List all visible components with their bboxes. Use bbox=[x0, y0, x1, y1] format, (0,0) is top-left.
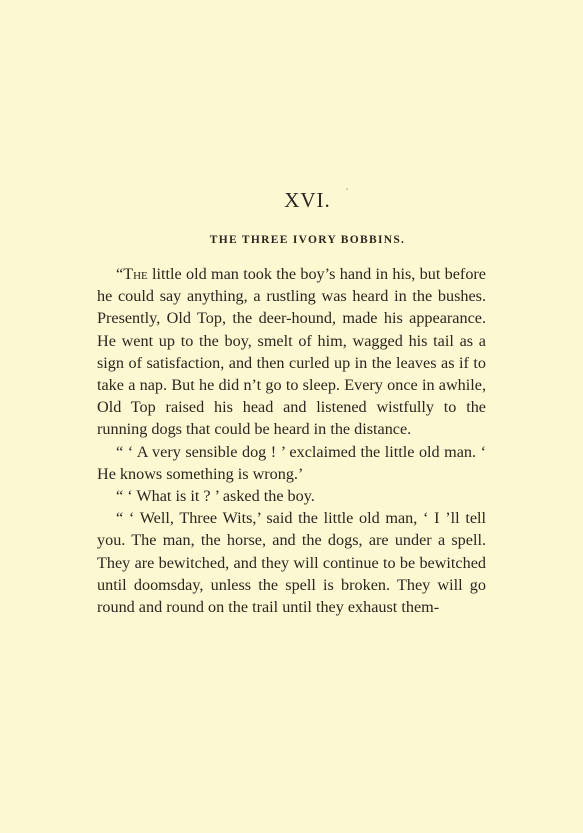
chapter-title: THE THREE IVORY BOBBINS. bbox=[209, 234, 406, 246]
paragraph: “ ‘ Well, Three Wits,’ said the little old man, ‘ I ’ll tell you. The man, the horse, and the dogs, are under a spell. They are bewitched, and they will continue to be bewitched until doomsday, unless the spell is broken. They will go round and round on the trail until they exhaust them- bbox=[97, 509, 486, 617]
paragraph: “ ‘ What is it ? ’ asked the boy. bbox=[116, 487, 315, 506]
paragraph bbox=[97, 263, 486, 441]
opening-quote: “ bbox=[116, 265, 124, 283]
paragraph: “ ‘ A very sensible dog ! ’ exclaimed the little old man. ‘ He knows something is wrong.’ bbox=[97, 442, 486, 483]
chapter-body bbox=[97, 263, 486, 618]
chapter-number: XVI. bbox=[284, 188, 331, 212]
opening-word: The bbox=[123, 265, 148, 283]
paragraph-text: little old man took the boy’s hand in his, but before he could say anything, a rustling was heard in the bushes. Presently, Old Top, the deer-hound, made his appearance. He went up to the boy, smelt of him, wagged his tail as a sign of satisfaction, and then curled up in the leaves as if to take a nap. But he did n’t go to sleep. Every once in awhile, Old Top raised his head and listened wistfully to the running dogs that could be heard in the distance. bbox=[97, 265, 486, 439]
